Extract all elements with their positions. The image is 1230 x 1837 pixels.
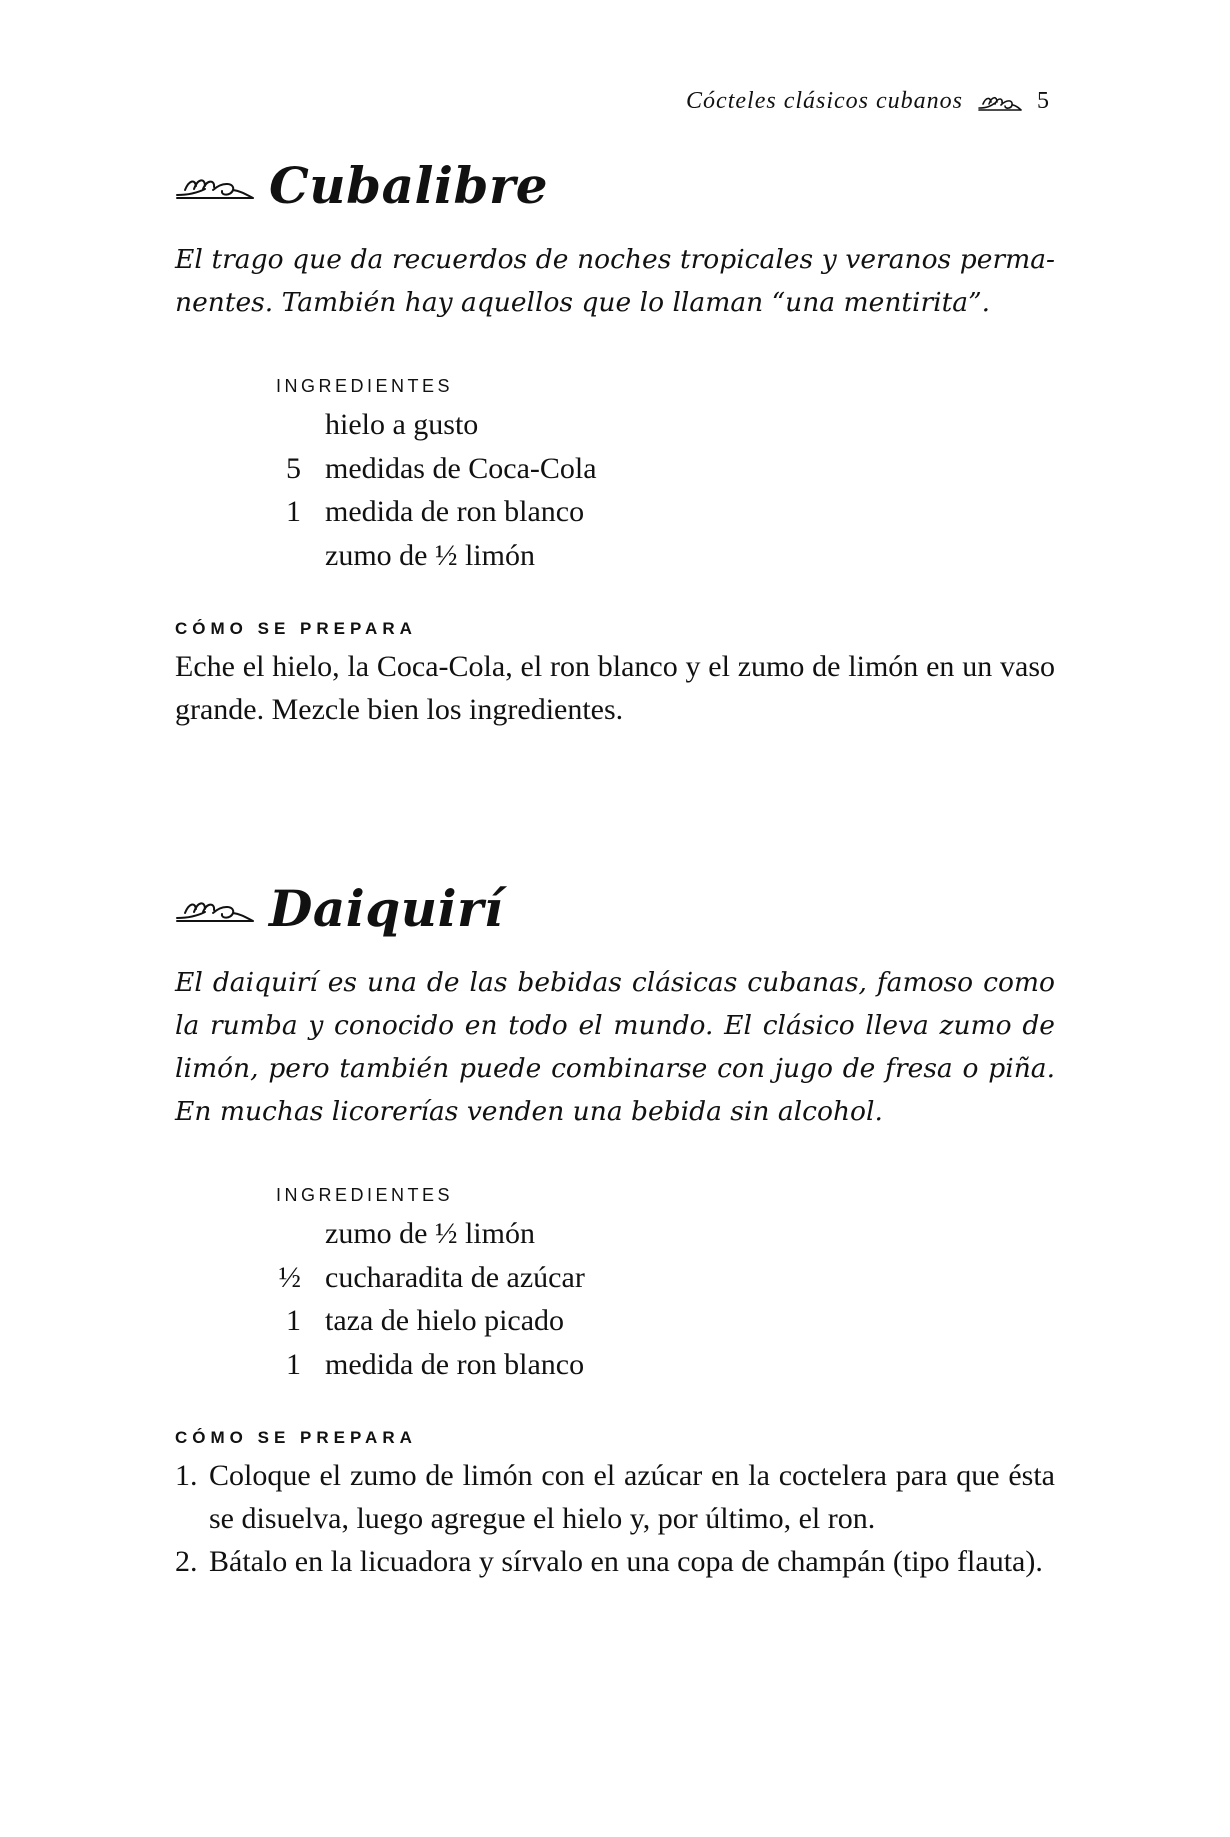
recipe-intro: El trago que da recuerdos de noches tropicales y veranos perma-nentes. También hay aquellos que lo llaman “una mentirita”. <box>175 244 1055 318</box>
ingredient-item <box>175 1212 1055 1256</box>
preparation-label: CÓMO SE PREPARA <box>175 1428 417 1447</box>
recipe-title-row <box>175 873 1055 943</box>
preparation-steps <box>175 1454 1055 1583</box>
ingredient-qty: 1 <box>286 1347 301 1381</box>
ingredient-text: zumo de ½ limón <box>325 538 535 572</box>
ingredients-label: INGREDIENTES <box>276 1185 454 1205</box>
ingredient-text: taza de hielo picado <box>325 1304 565 1337</box>
ingredient-item <box>175 403 1055 447</box>
ingredient-qty <box>175 1212 325 1256</box>
flourish-ornament-icon <box>977 91 1023 113</box>
step-number: 2. <box>175 1545 198 1578</box>
recipe-cubalibre <box>175 150 1055 731</box>
flourish-ornament-icon <box>175 892 255 924</box>
ingredient-item <box>175 490 1055 534</box>
recipe-title-row <box>175 150 1055 220</box>
ingredient-item <box>175 534 1055 578</box>
ingredient-item <box>175 1343 1055 1387</box>
step-text: Bátalo en la licuadora y sírvalo en una copa de champán (tipo flauta). <box>209 1545 1043 1578</box>
ingredient-item <box>175 447 1055 491</box>
preparation-label: CÓMO SE PREPARA <box>175 619 417 638</box>
ingredient-text: medida de ron blanco <box>325 495 585 528</box>
ingredient-text: medida de ron blanco <box>325 1347 585 1381</box>
ingredient-text: zumo de ½ limón <box>325 1217 535 1250</box>
running-head-title: Cócteles clásicos cubanos <box>686 88 963 114</box>
ingredients-label: INGREDIENTES <box>276 376 454 396</box>
ingredient-item <box>175 1299 1055 1343</box>
recipe-title: Cubalibre <box>269 155 549 215</box>
ingredient-qty <box>175 403 325 447</box>
ingredient-qty: ½ <box>278 1260 301 1294</box>
recipe-title: Daiquirí <box>269 878 504 938</box>
ingredient-text: cucharadita de azúcar <box>325 1260 585 1294</box>
preparation-text: Eche el hielo, la Coca-Cola, el ron blanco y el zumo de limón en un vaso grande. Mezcle bien los ingredientes. <box>175 650 1055 726</box>
ingredient-text: hielo a gusto <box>325 408 479 441</box>
ingredients-list <box>175 1212 1055 1386</box>
ingredient-qty: 5 <box>286 451 301 485</box>
ingredient-qty: 1 <box>286 495 301 528</box>
preparation-step <box>175 1454 1055 1540</box>
recipe-intro: El daiquirí es una de las bebidas clásicas cubanas, famoso como la rumba y conocido en todo el mundo. El clásico lleva zumo de limón, pero también puede combinarse con jugo de fresa o piña. En muchas licorerías venden una bebida sin alcohol. <box>175 967 1055 1127</box>
step-number: 1. <box>175 1459 198 1492</box>
page-number: 5 <box>1037 88 1050 114</box>
running-head <box>686 88 1050 115</box>
ingredients-list <box>175 403 1055 577</box>
step-text: Coloque el zumo de limón con el azúcar en la coctelera para que ésta se disuelva, luego agregue el hielo y, por último, el ron. <box>209 1459 1055 1535</box>
flourish-ornament-icon <box>175 169 255 201</box>
ingredient-text: medidas de Coca-Cola <box>325 451 597 485</box>
ingredient-qty <box>175 534 325 578</box>
preparation-step <box>175 1540 1055 1583</box>
recipe-daiquiri <box>175 873 1055 1583</box>
ingredient-item <box>175 1256 1055 1300</box>
ingredient-qty: 1 <box>286 1304 301 1337</box>
